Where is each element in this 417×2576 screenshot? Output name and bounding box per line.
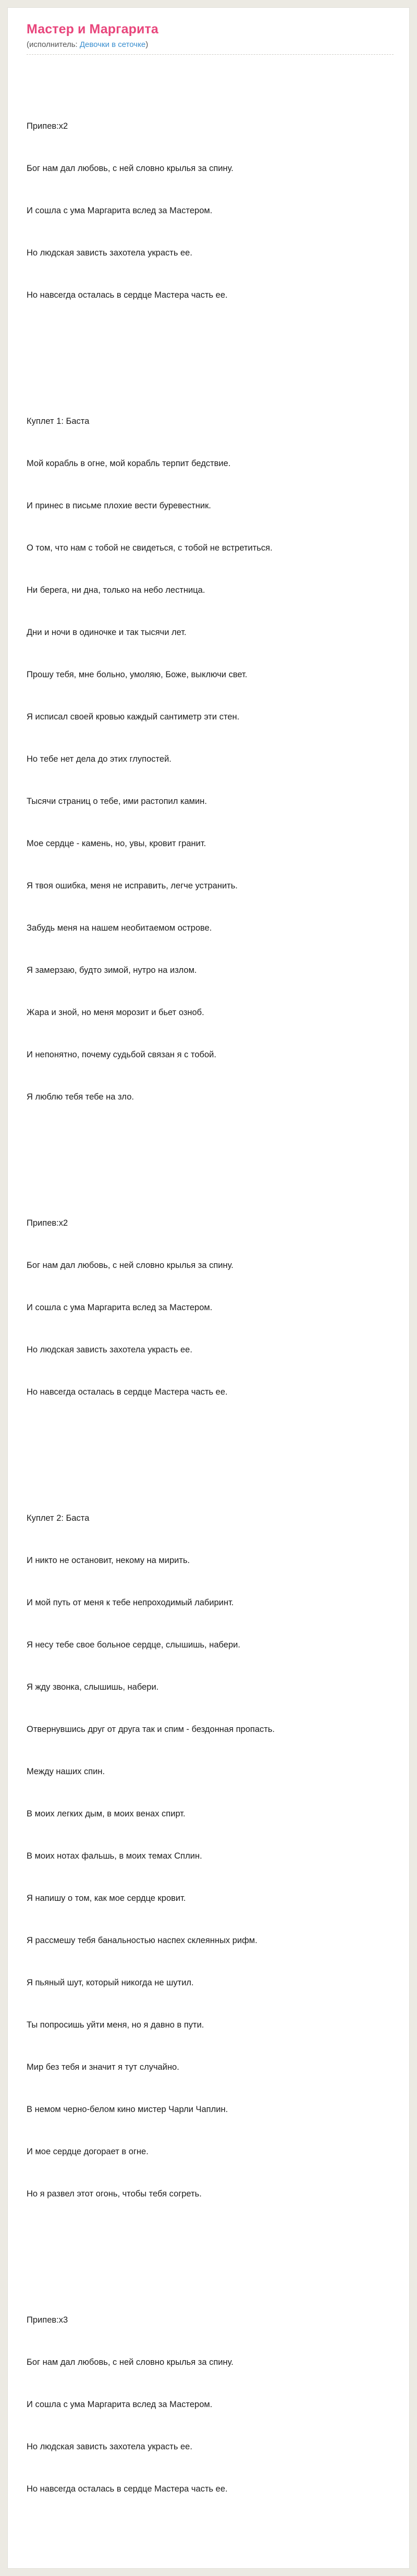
lyrics-line: Припев:х3 [27,2315,68,2325]
lyrics-line: Я пьяный шут, который никогда не шутил. [27,1978,194,1987]
lyrics-line: Но навсегда осталась в сердце Мастера часть ее. [27,290,228,300]
lyrics-line: В моих легких дым, в моих венах спирт. [27,1809,186,1818]
lyrics-line: Мой корабль в огне, мой корабль терпит бедствие. [27,459,231,468]
lyrics-line: И никто не остановит, некому на мирить. [27,1556,190,1565]
page-title: Мастер и Маргарита [27,22,158,36]
lyrics-line: Мир без тебя и значит я тут случайно. [27,2062,179,2072]
lyrics-block [27,1188,394,1427]
lyrics-line: Мое сердце - камень, но, увы, кровит гранит. [27,839,206,848]
lyrics-line: Но навсегда осталась в сердце Мастера часть ее. [27,2484,228,2494]
lyrics-line: И сошла с ума Маргарита вслед за Мастером. [27,1303,213,1312]
lyrics-body [27,63,394,2553]
lyrics-line: Я твоя ошибка, меня не исправить, легче устранить. [27,881,238,890]
lyrics-line: Ни берега, ни дна, только на небо лестница. [27,585,205,595]
lyrics-line: Но людская зависть захотела украсть ее. [27,248,192,258]
lyrics-line: Жара и зной, но меня морозит и бьет озноб. [27,1008,204,1017]
lyrics-line: Ты попросишь уйти меня, но я давно в пути. [27,2020,204,2030]
lyrics-line: Я замерзаю, будто зимой, нутро на излом. [27,966,197,975]
lyrics-block [27,386,394,1132]
lyrics-line: Но людская зависть захотела украсть ее. [27,2442,192,2451]
song-lyrics-card [7,7,410,2569]
lyrics-line: Между наших спин. [27,1767,105,1776]
lyrics-line: Тысячи страниц о тебе, ими растопил камин. [27,797,207,806]
lyrics-line: Я несу тебе свое больное сердце, слышишь, набери. [27,1640,240,1650]
lyrics-line: Но навсегда осталась в сердце Мастера часть ее. [27,1387,228,1397]
lyrics-line: Забудь меня на нашем необитаемом острове. [27,923,212,933]
artist-prefix-label: (исполнитель: [27,40,80,49]
lyrics-block [27,91,394,331]
lyrics-line: Дни и ночи в одиночке и так тысячи лет. [27,628,187,637]
lyrics-line: В моих нотах фальшь, в моих темах Сплин. [27,1851,202,1861]
lyrics-line: Припев:х2 [27,1218,68,1228]
lyrics-line: Но я развел этот огонь, чтобы тебя согреть. [27,2189,202,2199]
lyrics-line: Прошу тебя, мне больно, умоляю, Боже, выключи свет. [27,670,248,679]
lyrics-line: Куплет 2: Баста [27,1513,90,1523]
lyrics-line: Я жду звонка, слышишь, набери. [27,1682,159,1692]
lyrics-line: Бог нам дал любовь, с ней словно крылья за спину. [27,164,234,173]
lyrics-line: Куплет 1: Баста [27,417,90,426]
lyrics-line: Я рассмешу тебя банальностью наспех склеянных рифм. [27,1936,257,1945]
lyrics-line: И мое сердце догорает в огне. [27,2147,149,2156]
lyrics-line: Но людская зависть захотела украсть ее. [27,1345,192,1354]
lyrics-line: И непонятно, почему судьбой связан я с тобой. [27,1050,216,1059]
lyrics-line: Бог нам дал любовь, с ней словно крылья за спину. [27,1261,234,1270]
lyrics-line: И мой путь от меня к тебе непроходимый лабиринт. [27,1598,234,1607]
lyrics-line: В немом черно-белом кино мистер Чарли Чаплин. [27,2105,228,2114]
lyrics-line: О том, что нам с тобой не свидеться, с тобой не встретиться. [27,543,273,553]
lyrics-line: И сошла с ума Маргарита вслед за Мастером. [27,206,213,215]
lyrics-block [27,1483,394,2229]
lyrics-line: Я напишу о том, как мое сердце кровит. [27,1894,186,1903]
lyrics-line: Бог нам дал любовь, с ней словно крылья за спину. [27,2358,234,2367]
lyrics-block [27,2285,394,2524]
lyrics-line: И принес в письме плохие вести буревестник. [27,501,211,510]
lyrics-line: И сошла с ума Маргарита вслед за Мастером. [27,2400,213,2409]
lyrics-line: Отвернувшись друг от друга так и спим - бездонная пропасть. [27,1725,275,1734]
artist-line [27,40,394,55]
lyrics-line: Я люблю тебя тебе на зло. [27,1092,134,1102]
artist-link[interactable]: Девочки в сеточке [79,40,146,49]
lyrics-line: Но тебе нет дела до этих глупостей. [27,754,171,764]
artist-suffix-label: ) [145,40,149,49]
lyrics-line: Я исписал своей кровью каждый сантиметр эти стен. [27,712,240,722]
lyrics-line: Припев:х2 [27,121,68,131]
